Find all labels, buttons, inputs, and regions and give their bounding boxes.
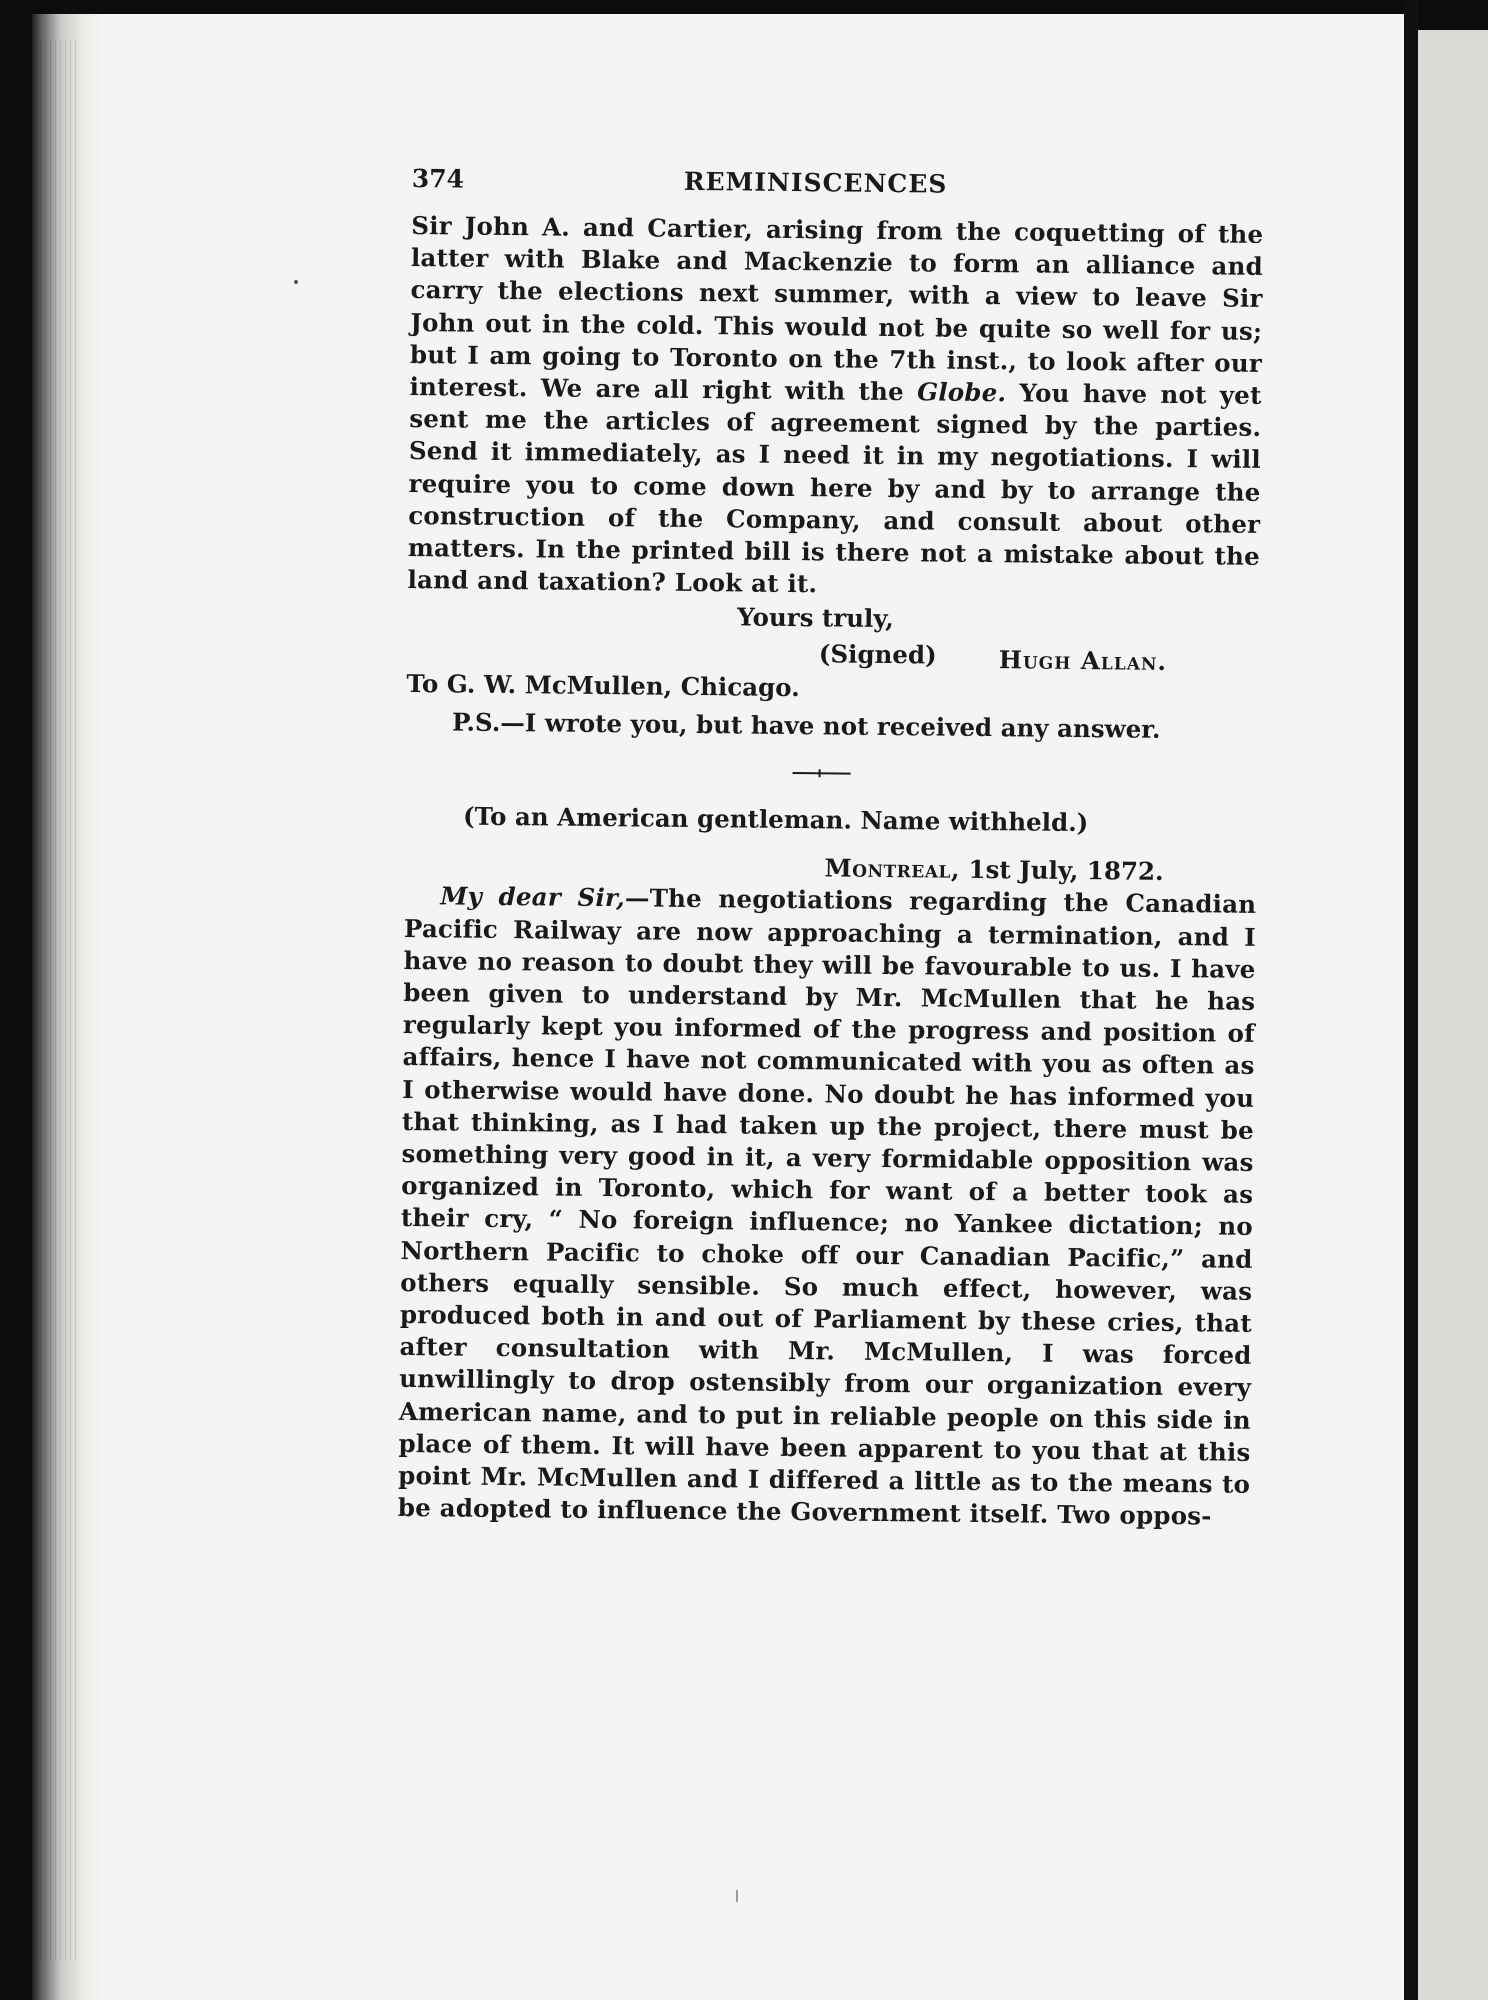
letter1-signed: (Signed)	[818, 639, 937, 670]
letter2-place: Montreal,	[824, 853, 961, 885]
letter2-body-text: —The negotiations regarding the Canadian Pacific Railway are now approaching a termination, and I have no reason to doubt they will be favourable to us. I have been given to understand by Mr. McMullen that he has regularly kept you informed of the progress and position of affairs, hence I have not communicated with you as often as I otherwise would have done. No doubt he has informed you that thinking, as I had taken up the project, there must be something very good in it, a very formidable opposition was organized in Toronto, which for want of a better took as their cry, “ No foreign influence; no Yankee dictation; no Northern Pacific to choke off our Canadian Pacific,” and others equally sensible. So much effect, however, was produced both in and out of Parliament by these cries, that after consultation with Mr. McMullen, I was forced unwillingly to drop ostensibly from our organization every American name, and to put in reliable people on this side in place of them. It will have been apparent to you that at this point Mr. McMullen and I differed a little as to the means to be adopted to influence the Government itself. Two oppos-	[397, 883, 1257, 1531]
letter1-postscript: P.S.—I wrote you, but have not received any answer.	[451, 707, 1161, 745]
page-stack-lines	[40, 40, 80, 1960]
facing-page-strip	[1418, 30, 1488, 2000]
letter1-addressee: To G. W. McMullen, Chicago.	[406, 669, 800, 703]
letter2-body	[398, 880, 1257, 1533]
letter2-salutation: My dear Sir,	[440, 881, 626, 913]
letter1-body-rest: You have not yet sent me the articles of agreement signed by the parties. Send it immediately, as I need it in my negotiations. I will require you to come down here by and by to arrange the construction of the Company, and consult about other matters. In the printed bill is there not a mistake about the land and taxation? Look at it.	[407, 378, 1262, 599]
letter1-body	[407, 210, 1263, 605]
letter1-closing: Yours truly,	[737, 602, 894, 634]
text-block	[398, 160, 1264, 1533]
letter2-recipient-note: (To an American gentleman. Name withheld.)	[462, 802, 1089, 838]
section-separator	[793, 772, 851, 775]
page-header	[411, 160, 1263, 219]
letter1-signer: Hugh Allan.	[998, 645, 1168, 677]
scan-mark	[736, 1890, 738, 1902]
page-number: 374	[411, 163, 465, 194]
scan-speck	[294, 280, 298, 284]
letter1-body-italic: Globe.	[917, 377, 1007, 408]
binding-gutter	[1404, 0, 1418, 2000]
letter2-date: 1st July, 1872.	[959, 855, 1164, 887]
letter1-body-text: Sir John A. and Cartier, arising from the coquetting of the latter with Blake and Mackenzie to form an alliance and carry the elections next summer, with a view to leave Sir John out in the cold. This would not be quite so well for us; but I am going to Toronto on the 7th inst., to look after our interest. We are all right with the	[409, 210, 1264, 407]
running-head: REMINISCENCES	[683, 166, 948, 199]
